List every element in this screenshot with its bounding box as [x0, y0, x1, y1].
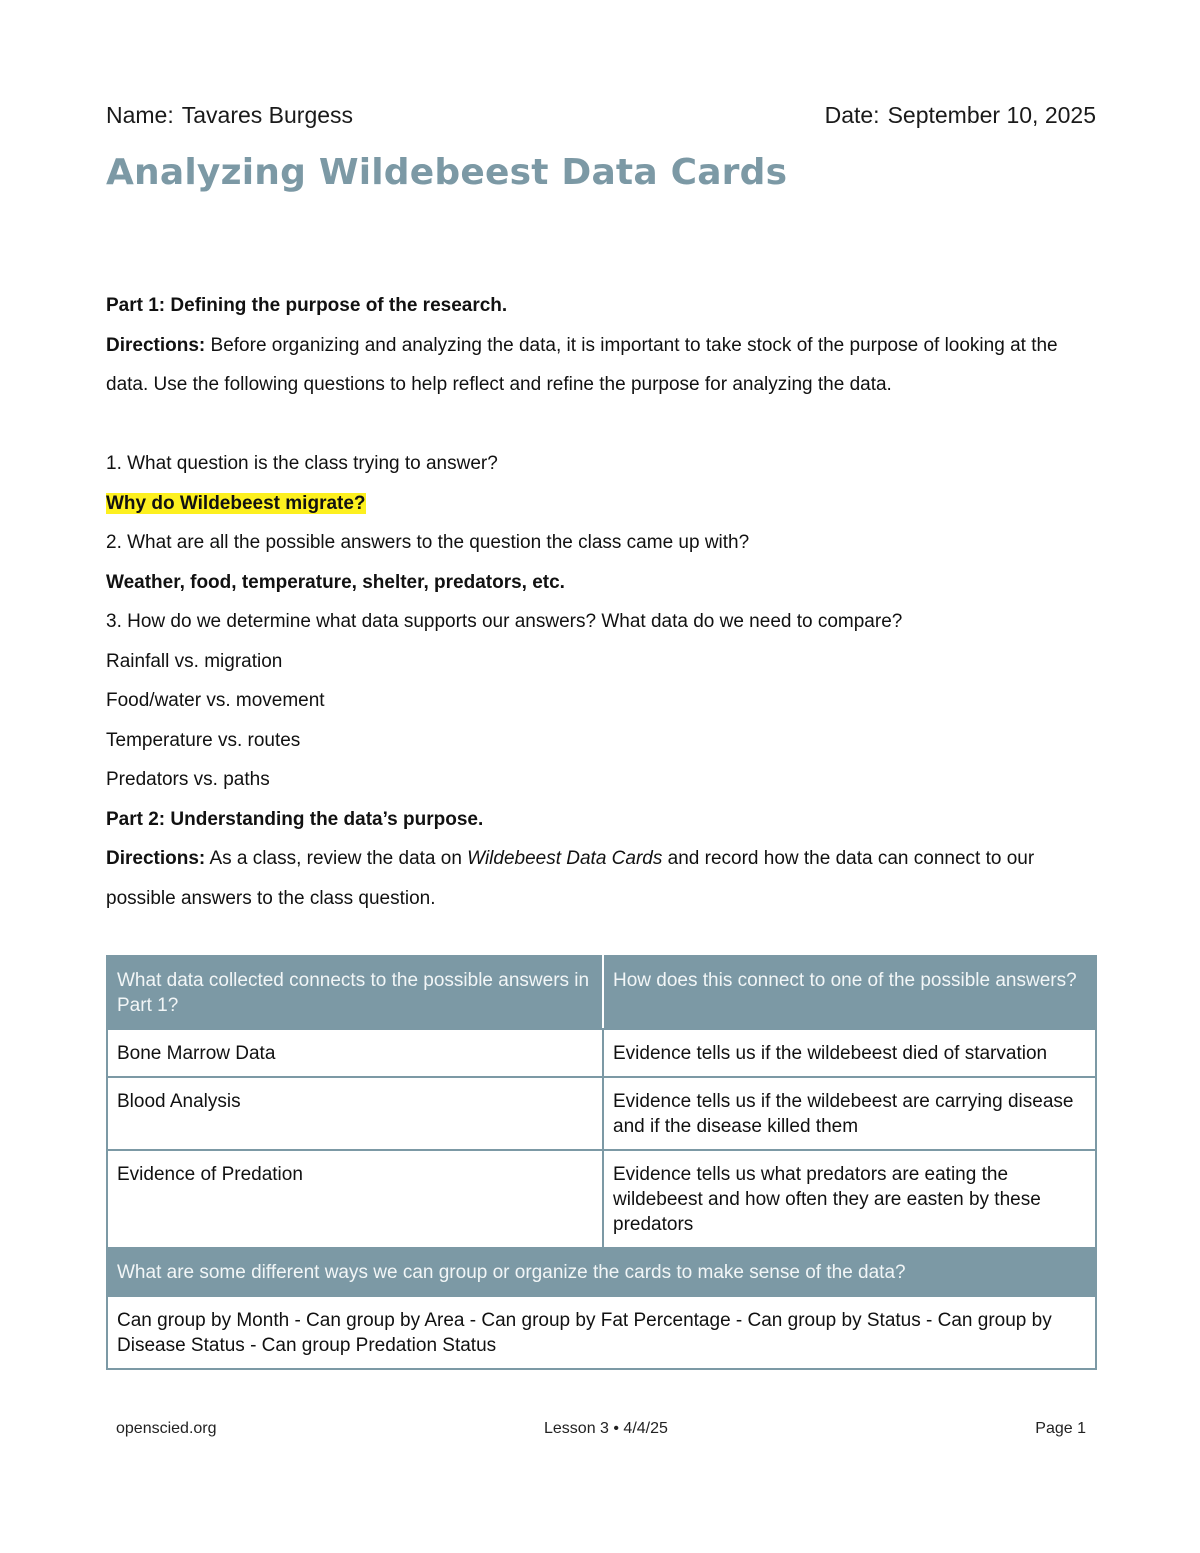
table-cell: Evidence tells us what predators are eating the wildebeest and how often they are easten by these predators — [603, 1150, 1096, 1248]
answer-3-item: Predators vs. paths — [106, 769, 270, 790]
part2-heading: Part 2: Understanding the data’s purpose. — [106, 808, 484, 830]
part1-directions-label: Directions: — [106, 334, 206, 356]
table-header-cell: What data collected connects to the possible answers in Part 1? — [107, 956, 603, 1029]
part2-directions-italic: Wildebeest Data Cards — [467, 848, 663, 869]
table-cell: Evidence tells us if the wildebeest died of starvation — [603, 1029, 1096, 1077]
table-row — [107, 1077, 1096, 1150]
part1-directions — [106, 326, 1096, 405]
footer-site: openscied.org — [116, 1420, 217, 1437]
group-question-row — [107, 1248, 1096, 1296]
worksheet-body — [106, 286, 1096, 918]
header-row — [106, 102, 1096, 129]
date-field — [825, 102, 1096, 129]
answer-1-highlight: Why do Wildebeest migrate? — [106, 492, 366, 514]
answer-1 — [106, 484, 1096, 524]
table-cell: Evidence tells us if the wildebeest are carrying disease and if the disease killed them — [603, 1077, 1096, 1150]
date-value: September 10, 2025 — [887, 102, 1096, 128]
name-value: Tavares Burgess — [181, 102, 354, 128]
table-row — [107, 1029, 1096, 1077]
table-cell: Evidence of Predation — [107, 1150, 603, 1248]
table-cell: Bone Marrow Data — [107, 1029, 603, 1077]
page-title: Analyzing Wildebeest Data Cards — [106, 152, 788, 193]
answer-3-item: Temperature vs. routes — [106, 729, 301, 751]
footer-lesson: Lesson 3 • 4/4/25 — [544, 1420, 668, 1437]
question-2: 2. What are all the possible answers to the question the class came up with? — [106, 532, 750, 553]
group-answer-cell: Can group by Month - Can group by Area - Can group by Fat Percentage - Can group by Status - Can group by Disease Status - Can group Predation Status — [107, 1296, 1096, 1369]
question-3: 3. How do we determine what data supports our answers? What data do we need to compare? — [106, 611, 903, 632]
part2-directions-pre: As a class, review the data on — [205, 848, 468, 869]
part2-directions-label: Directions: — [106, 848, 206, 869]
table-header-row — [107, 956, 1096, 1029]
footer-page-number: Page 1 — [1035, 1420, 1086, 1437]
group-answer-row — [107, 1296, 1096, 1369]
part1-heading: Part 1: Defining the purpose of the research. — [106, 295, 508, 316]
part2-directions-post: and record how the data can connect to our possible answers to the class question. — [106, 848, 1035, 909]
table-cell: Blood Analysis — [107, 1077, 603, 1150]
question-1: 1. What question is the class trying to answer? — [106, 453, 498, 474]
part1-directions-text: Before organizing and analyzing the data, it is important to take stock of the purpose of looking at the data. Use the following questions to help reflect and refine the purpose for analyzing the data. — [106, 334, 1058, 395]
date-label: Date: — [824, 102, 880, 128]
name-field — [106, 102, 353, 129]
name-label: Name: — [106, 102, 174, 128]
group-question-cell: What are some different ways we can group or organize the cards to make sense of the data? — [107, 1248, 1096, 1296]
answer-2: Weather, food, temperature, shelter, predators, etc. — [106, 571, 565, 593]
answer-3-item: Rainfall vs. migration — [106, 650, 283, 672]
data-table — [106, 955, 1097, 1370]
answer-3-item: Food/water vs. movement — [106, 690, 325, 711]
table-header-cell: How does this connect to one of the possible answers? — [603, 956, 1096, 1029]
table-row — [107, 1150, 1096, 1248]
part2-directions — [106, 839, 1096, 918]
